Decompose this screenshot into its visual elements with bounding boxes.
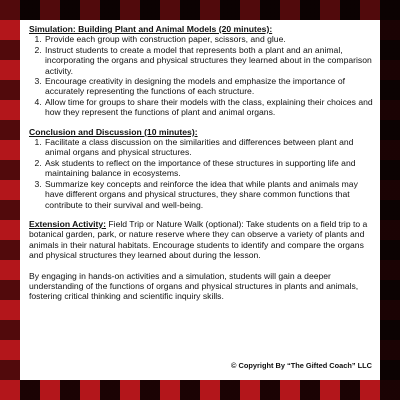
conclusion-heading: Conclusion and Discussion (10 minutes): <box>29 126 198 137</box>
list-item: 1. Provide each group with construction paper, scissors, and glue. <box>44 34 373 44</box>
extension-paragraph <box>29 219 373 261</box>
list-item: 2. Ask students to reflect on the importance of these structures in supporting life and maintaining balance in ecosystems. <box>44 158 373 179</box>
conclusion-section <box>29 127 373 210</box>
simulation-list <box>29 34 373 117</box>
list-item: 4. Allow time for groups to share their models with the class, explaining their choices and how they represent the functions of plant and animal organs. <box>44 97 373 118</box>
conclusion-list <box>29 137 373 210</box>
closing-paragraph: By engaging in hands-on activities and a simulation, students will gain a deeper understanding of the functions of organs and physical structures in plants and animals, fostering critical thinking and scientific inquiry skills. <box>29 270 359 302</box>
extension-text: Field Trip or Nature Walk (optional): Take students on a field trip to a botanical garden, park, or nature reserve where they can observe a variety of plants and animals in their natural habitats. Encourage students to identify and compare the organs and physical structures they learned about during the lesson. <box>29 218 368 261</box>
list-item: 3. Encourage creativity in designing the models and emphasize the importance of accurately representing the functions of each structure. <box>44 76 373 97</box>
list-item: 3. Summarize key concepts and reinforce the idea that while plants and animals may have different organs and physical structures, they share common functions that contribute to their survival and well-being. <box>44 179 373 210</box>
copyright-notice: © Copyright By “The Gifted Coach” LLC <box>231 360 372 370</box>
document-card <box>20 20 380 380</box>
extension-label: Extension Activity: <box>29 218 107 229</box>
list-item: 1. Facilitate a class discussion on the similarities and differences between plant and animal organs and physical structures. <box>44 137 373 158</box>
list-item: 2. Instruct students to create a model that represents both a plant and an animal, incorporating the organs and physical structures they learned about in the comparison activity. <box>44 45 373 76</box>
simulation-section <box>29 24 373 118</box>
simulation-heading: Simulation: Building Plant and Animal Models (20 minutes): <box>29 24 273 34</box>
